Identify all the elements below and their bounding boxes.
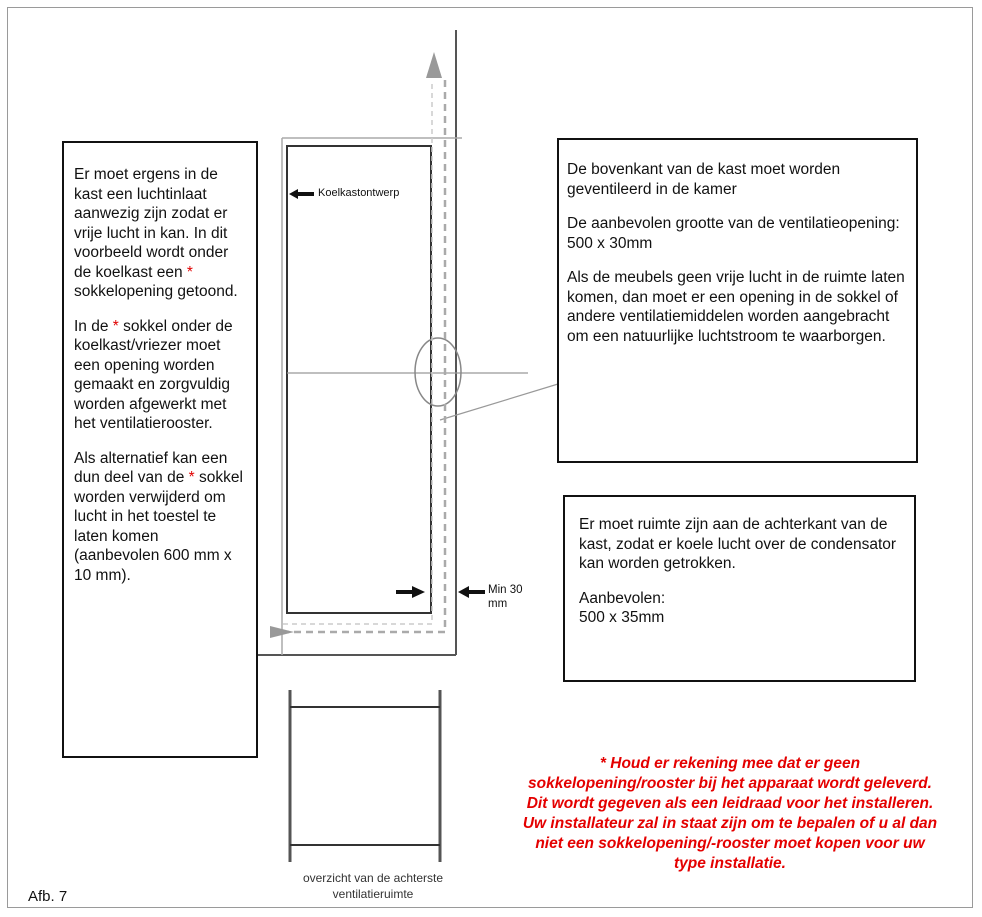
rear-space-p2 bbox=[579, 589, 900, 628]
top-ventilation-p2: De aanbevolen grootte van de ventilatieopening: 500 x 30mm bbox=[567, 215, 900, 252]
rear-view-caption bbox=[268, 870, 478, 902]
left-info-p1 bbox=[74, 165, 246, 302]
left-info-p2-text-end: sokkel onder de koelkast/vriezer moet een opening worden gemaakt en zorgvuldig worden afgewerkt met het ventilatierooster. bbox=[74, 317, 233, 432]
installation-warning-note: * Houd er rekening mee dat er geen sokkelopening/rooster bij het apparaat wordt geleverd. Dit wordt gegeven als een leidraad voor het installeren. Uw installateur zal in staat zijn om te bepalen of u al dan niet een sokkelopening/-rooster moet kopen voor uw type installatie. bbox=[522, 755, 938, 872]
left-info-box bbox=[62, 141, 258, 758]
asterisk-mark: * bbox=[188, 469, 195, 486]
left-info-p3 bbox=[74, 449, 246, 586]
cabinet-label: Koelkastontwerp bbox=[318, 187, 400, 199]
gap-arrow-right-icon bbox=[458, 586, 485, 598]
left-info-p1-text-end: sokkelopening getoond. bbox=[74, 283, 238, 300]
rear-view-caption-line2: ventilatieruimte bbox=[332, 887, 414, 901]
left-info-p3-text-end: sokkel worden verwijderd om lucht in het toestel te laten komen (aanbevolen 600 mm x 10 mm). bbox=[74, 469, 243, 584]
top-ventilation-box bbox=[557, 138, 918, 463]
left-info-p2 bbox=[74, 317, 246, 434]
rear-view-caption-line1: overzicht van de achterste bbox=[302, 871, 444, 885]
min-gap-label bbox=[488, 583, 523, 611]
asterisk-mark: * bbox=[112, 317, 119, 335]
airflow-up-arrow-icon bbox=[426, 52, 442, 78]
airflow-path-inner bbox=[283, 80, 432, 624]
left-info-p3-text: Als alternatief kan een dun deel van de bbox=[74, 449, 228, 486]
rear-space-p1: Er moet ruimte zijn aan de achterkant van de kast, zodat er koele lucht over de condensator kan worden getrokken. bbox=[579, 516, 897, 572]
gap-arrow-left-icon bbox=[396, 586, 425, 598]
appliance-body bbox=[287, 146, 431, 613]
left-info-p2-text: In de bbox=[74, 317, 113, 335]
figure-label: Afb. 7 bbox=[28, 888, 68, 905]
cabinet-label-arrow-icon bbox=[289, 189, 314, 199]
asterisk-mark: * bbox=[186, 263, 193, 281]
min-gap-label-line1: Min 30 bbox=[488, 584, 523, 596]
top-ventilation-p1: De bovenkant van de kast moet worden geventileerd in de kamer bbox=[567, 161, 841, 198]
top-ventilation-p3: Als de meubels geen vrije lucht in de ruimte laten komen, dan moet er een opening in de sokkel of andere ventilatiemiddelen worden aangebracht om een natuurlijke luchtstroom te waarborgen. bbox=[567, 269, 905, 345]
left-info-p1-text: Er moet ergens in de kast een luchtinlaat aanwezig zijn zodat er vrije lucht in kan. In dit voorbeeld wordt onder de koelkast een bbox=[74, 166, 229, 281]
rear-space-p2-line2: 500 x 35mm bbox=[579, 609, 665, 626]
condenser-highlight bbox=[415, 338, 461, 406]
rear-space-p2-line1: Aanbevolen: bbox=[579, 589, 666, 607]
min-gap-label-line2: mm bbox=[488, 598, 508, 610]
airflow-path bbox=[270, 80, 445, 632]
rear-space-box bbox=[563, 495, 916, 682]
